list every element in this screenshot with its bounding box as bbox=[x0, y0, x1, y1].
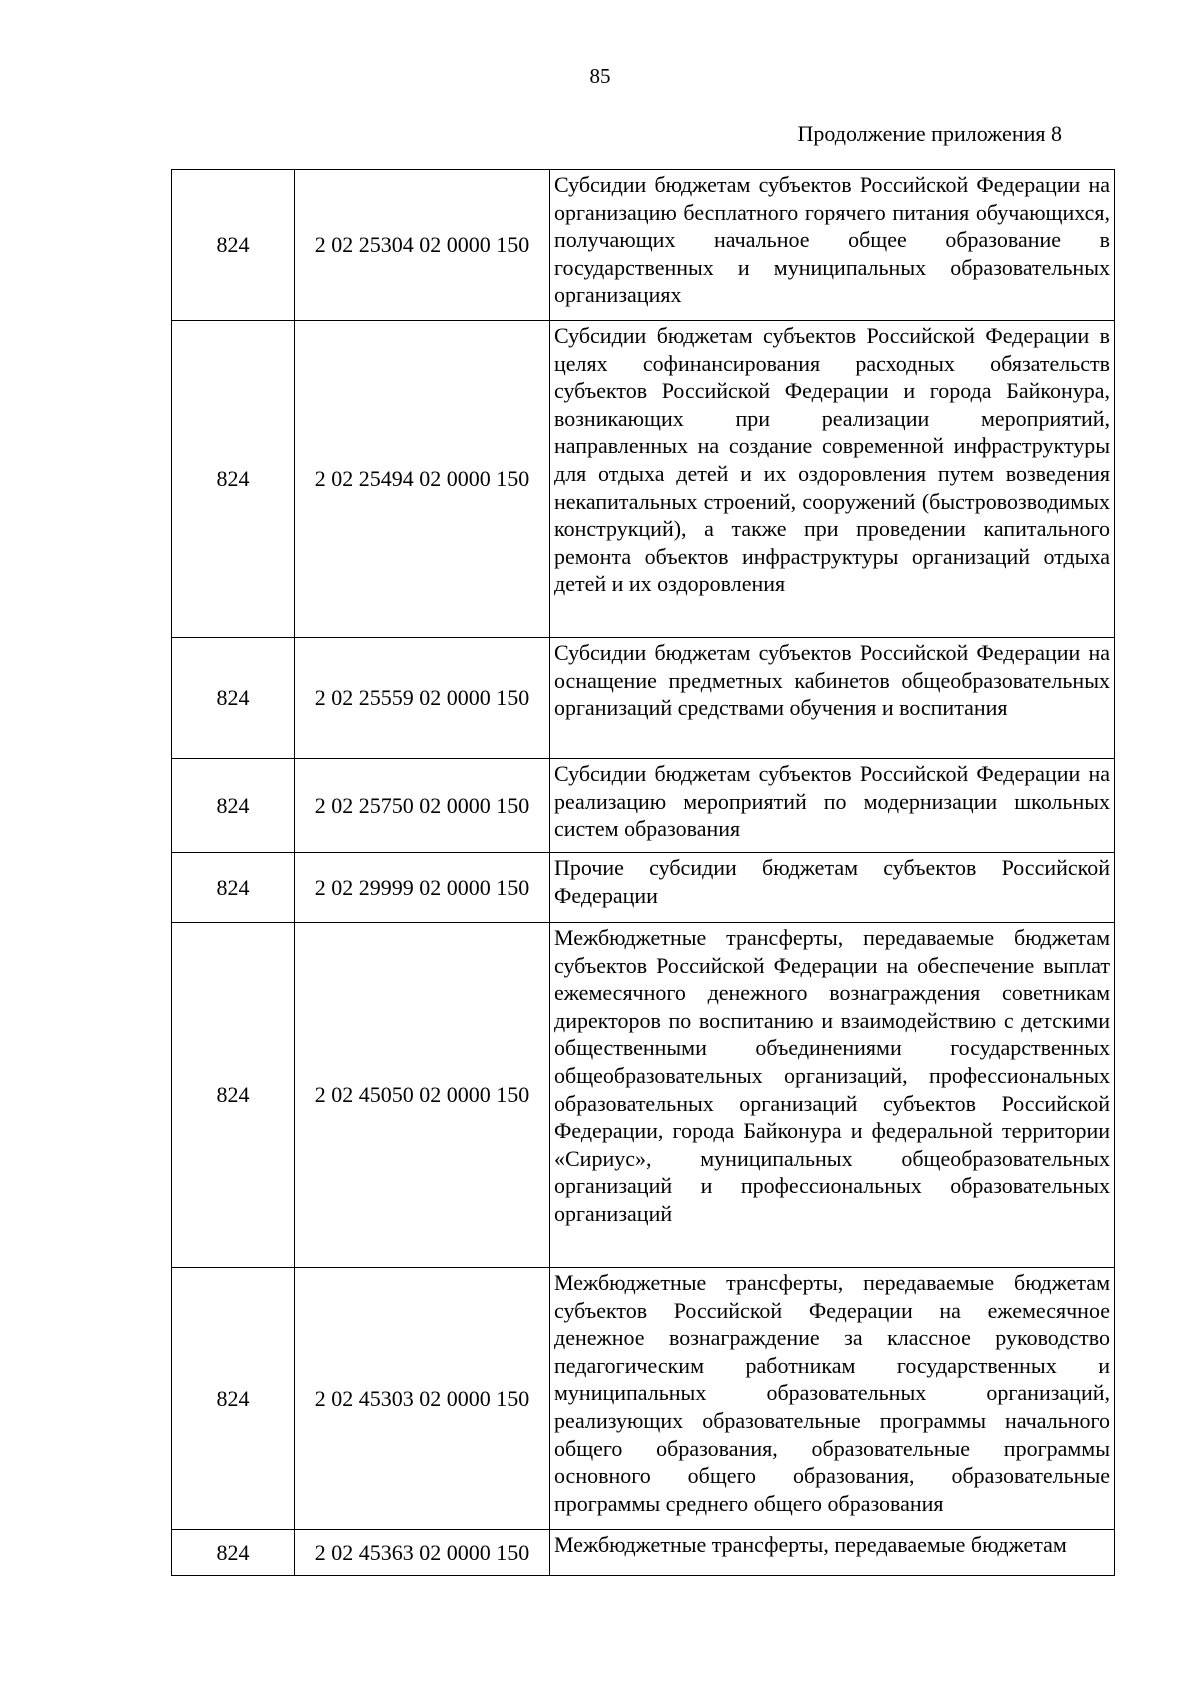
revenue-name-cell: Субсидии бюджетам субъектов Российской Федерации на реализацию мероприятий по модернизации школьных систем образования bbox=[550, 759, 1115, 853]
admin-code-cell: 824 bbox=[172, 321, 295, 638]
revenue-name-cell: Субсидии бюджетам субъектов Российской Федерации на организацию бесплатного горячего питания обучающихся, получающих начальное общее образование в государственных и муниципальных образовательных организациях bbox=[550, 170, 1115, 321]
revenue-code-cell: 2 02 25494 02 0000 150 bbox=[295, 321, 550, 638]
table-row bbox=[172, 170, 1115, 321]
revenue-name-cell: Субсидии бюджетам субъектов Российской Федерации на оснащение предметных кабинетов общеобразовательных организаций средствами обучения и воспитания bbox=[550, 638, 1115, 759]
revenue-name-cell: Межбюджетные трансферты, передаваемые бюджетам субъектов Российской Федерации на обеспечение выплат ежемесячного денежного вознаграждения советникам директоров по воспитанию и взаимодействию с детскими общественными объединениями государственных общеобразовательных организаций, профессиональных образовательных организаций субъектов Российской Федерации, города Байконура и федеральной территории «Сириус», муниципальных общеобразовательных организаций и профессиональных образовательных организаций bbox=[550, 923, 1115, 1268]
revenue-code-cell: 2 02 45363 02 0000 150 bbox=[295, 1530, 550, 1576]
revenue-name-cell: Субсидии бюджетам субъектов Российской Федерации в целях софинансирования расходных обязательств субъектов Российской Федерации и города Байконура, возникающих при реализации мероприятий, направленных на создание современной инфраструктуры для отдыха детей и их оздоровления путем возведения некапитальных строений, сооружений (быстровозводимых конструкций), а также при проведении капитального ремонта объектов инфраструктуры организаций отдыха детей и их оздоровления bbox=[550, 321, 1115, 638]
table-row bbox=[172, 1530, 1115, 1576]
table-row bbox=[172, 759, 1115, 853]
admin-code-cell: 824 bbox=[172, 923, 295, 1268]
revenue-name-cell: Межбюджетные трансферты, передаваемые бюджетам субъектов Российской Федерации на ежемесячное денежное вознаграждение за классное руководство педагогическим работникам государственных и муниципальных образовательных организаций, реализующих образовательные программы начального общего образования, образовательные программы основного общего образования, образовательные программы среднего общего образования bbox=[550, 1268, 1115, 1530]
budget-revenue-table bbox=[171, 169, 1115, 1576]
page-number: 85 bbox=[589, 64, 611, 88]
table-row bbox=[172, 853, 1115, 923]
admin-code-cell: 824 bbox=[172, 759, 295, 853]
table-row bbox=[172, 1268, 1115, 1530]
admin-code-cell: 824 bbox=[172, 170, 295, 321]
revenue-code-cell: 2 02 25750 02 0000 150 bbox=[295, 759, 550, 853]
revenue-name-cell: Межбюджетные трансферты, передаваемые бюджетам bbox=[550, 1530, 1115, 1576]
table-row bbox=[172, 321, 1115, 638]
revenue-code-cell: 2 02 25559 02 0000 150 bbox=[295, 638, 550, 759]
admin-code-cell: 824 bbox=[172, 638, 295, 759]
revenue-code-cell: 2 02 45050 02 0000 150 bbox=[295, 923, 550, 1268]
admin-code-cell: 824 bbox=[172, 1530, 295, 1576]
revenue-code-cell: 2 02 29999 02 0000 150 bbox=[295, 853, 550, 923]
revenue-code-cell: 2 02 25304 02 0000 150 bbox=[295, 170, 550, 321]
table-row bbox=[172, 923, 1115, 1268]
revenue-name-cell: Прочие субсидии бюджетам субъектов Российской Федерации bbox=[550, 853, 1115, 923]
table-row bbox=[172, 638, 1115, 759]
appendix-continuation-note: Продолжение приложения 8 bbox=[797, 121, 1062, 146]
admin-code-cell: 824 bbox=[172, 853, 295, 923]
revenue-code-cell: 2 02 45303 02 0000 150 bbox=[295, 1268, 550, 1530]
admin-code-cell: 824 bbox=[172, 1268, 295, 1530]
